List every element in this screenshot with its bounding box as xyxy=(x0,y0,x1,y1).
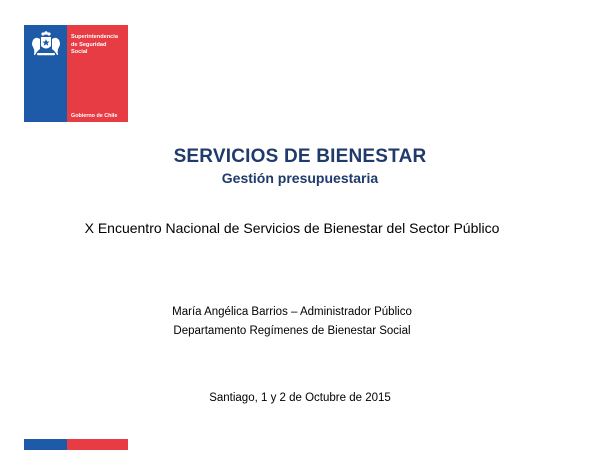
bottom-bar-blue xyxy=(24,439,67,450)
logo-org-line-3: Social xyxy=(71,49,88,56)
logo-org-line-2: de Seguridad xyxy=(71,41,107,48)
logo-footer-text: Gobierno de Chile xyxy=(71,113,118,119)
bottom-bar-red xyxy=(67,439,128,450)
author-name-role: María Angélica Barrios – Administrador Público xyxy=(172,306,412,318)
event-date: Santiago, 1 y 2 de Octubre de 2015 xyxy=(209,392,391,404)
slide-subtitle: Gestión presupuestaria xyxy=(221,170,379,186)
author-department: Departamento Regímenes de Bienestar Social xyxy=(173,325,411,337)
author-block xyxy=(0,303,584,341)
event-name: X Encuentro Nacional de Servicios de Bienestar del Sector Público xyxy=(84,220,500,236)
logo-org-line-1: Superintendencia xyxy=(71,34,118,40)
bottom-color-bar xyxy=(24,439,128,450)
logo-organization-name xyxy=(71,34,118,57)
slide-title: SERVICIOS DE BIENESTAR xyxy=(173,146,427,167)
chile-coat-of-arms-icon xyxy=(28,29,64,57)
government-logo xyxy=(24,25,128,122)
